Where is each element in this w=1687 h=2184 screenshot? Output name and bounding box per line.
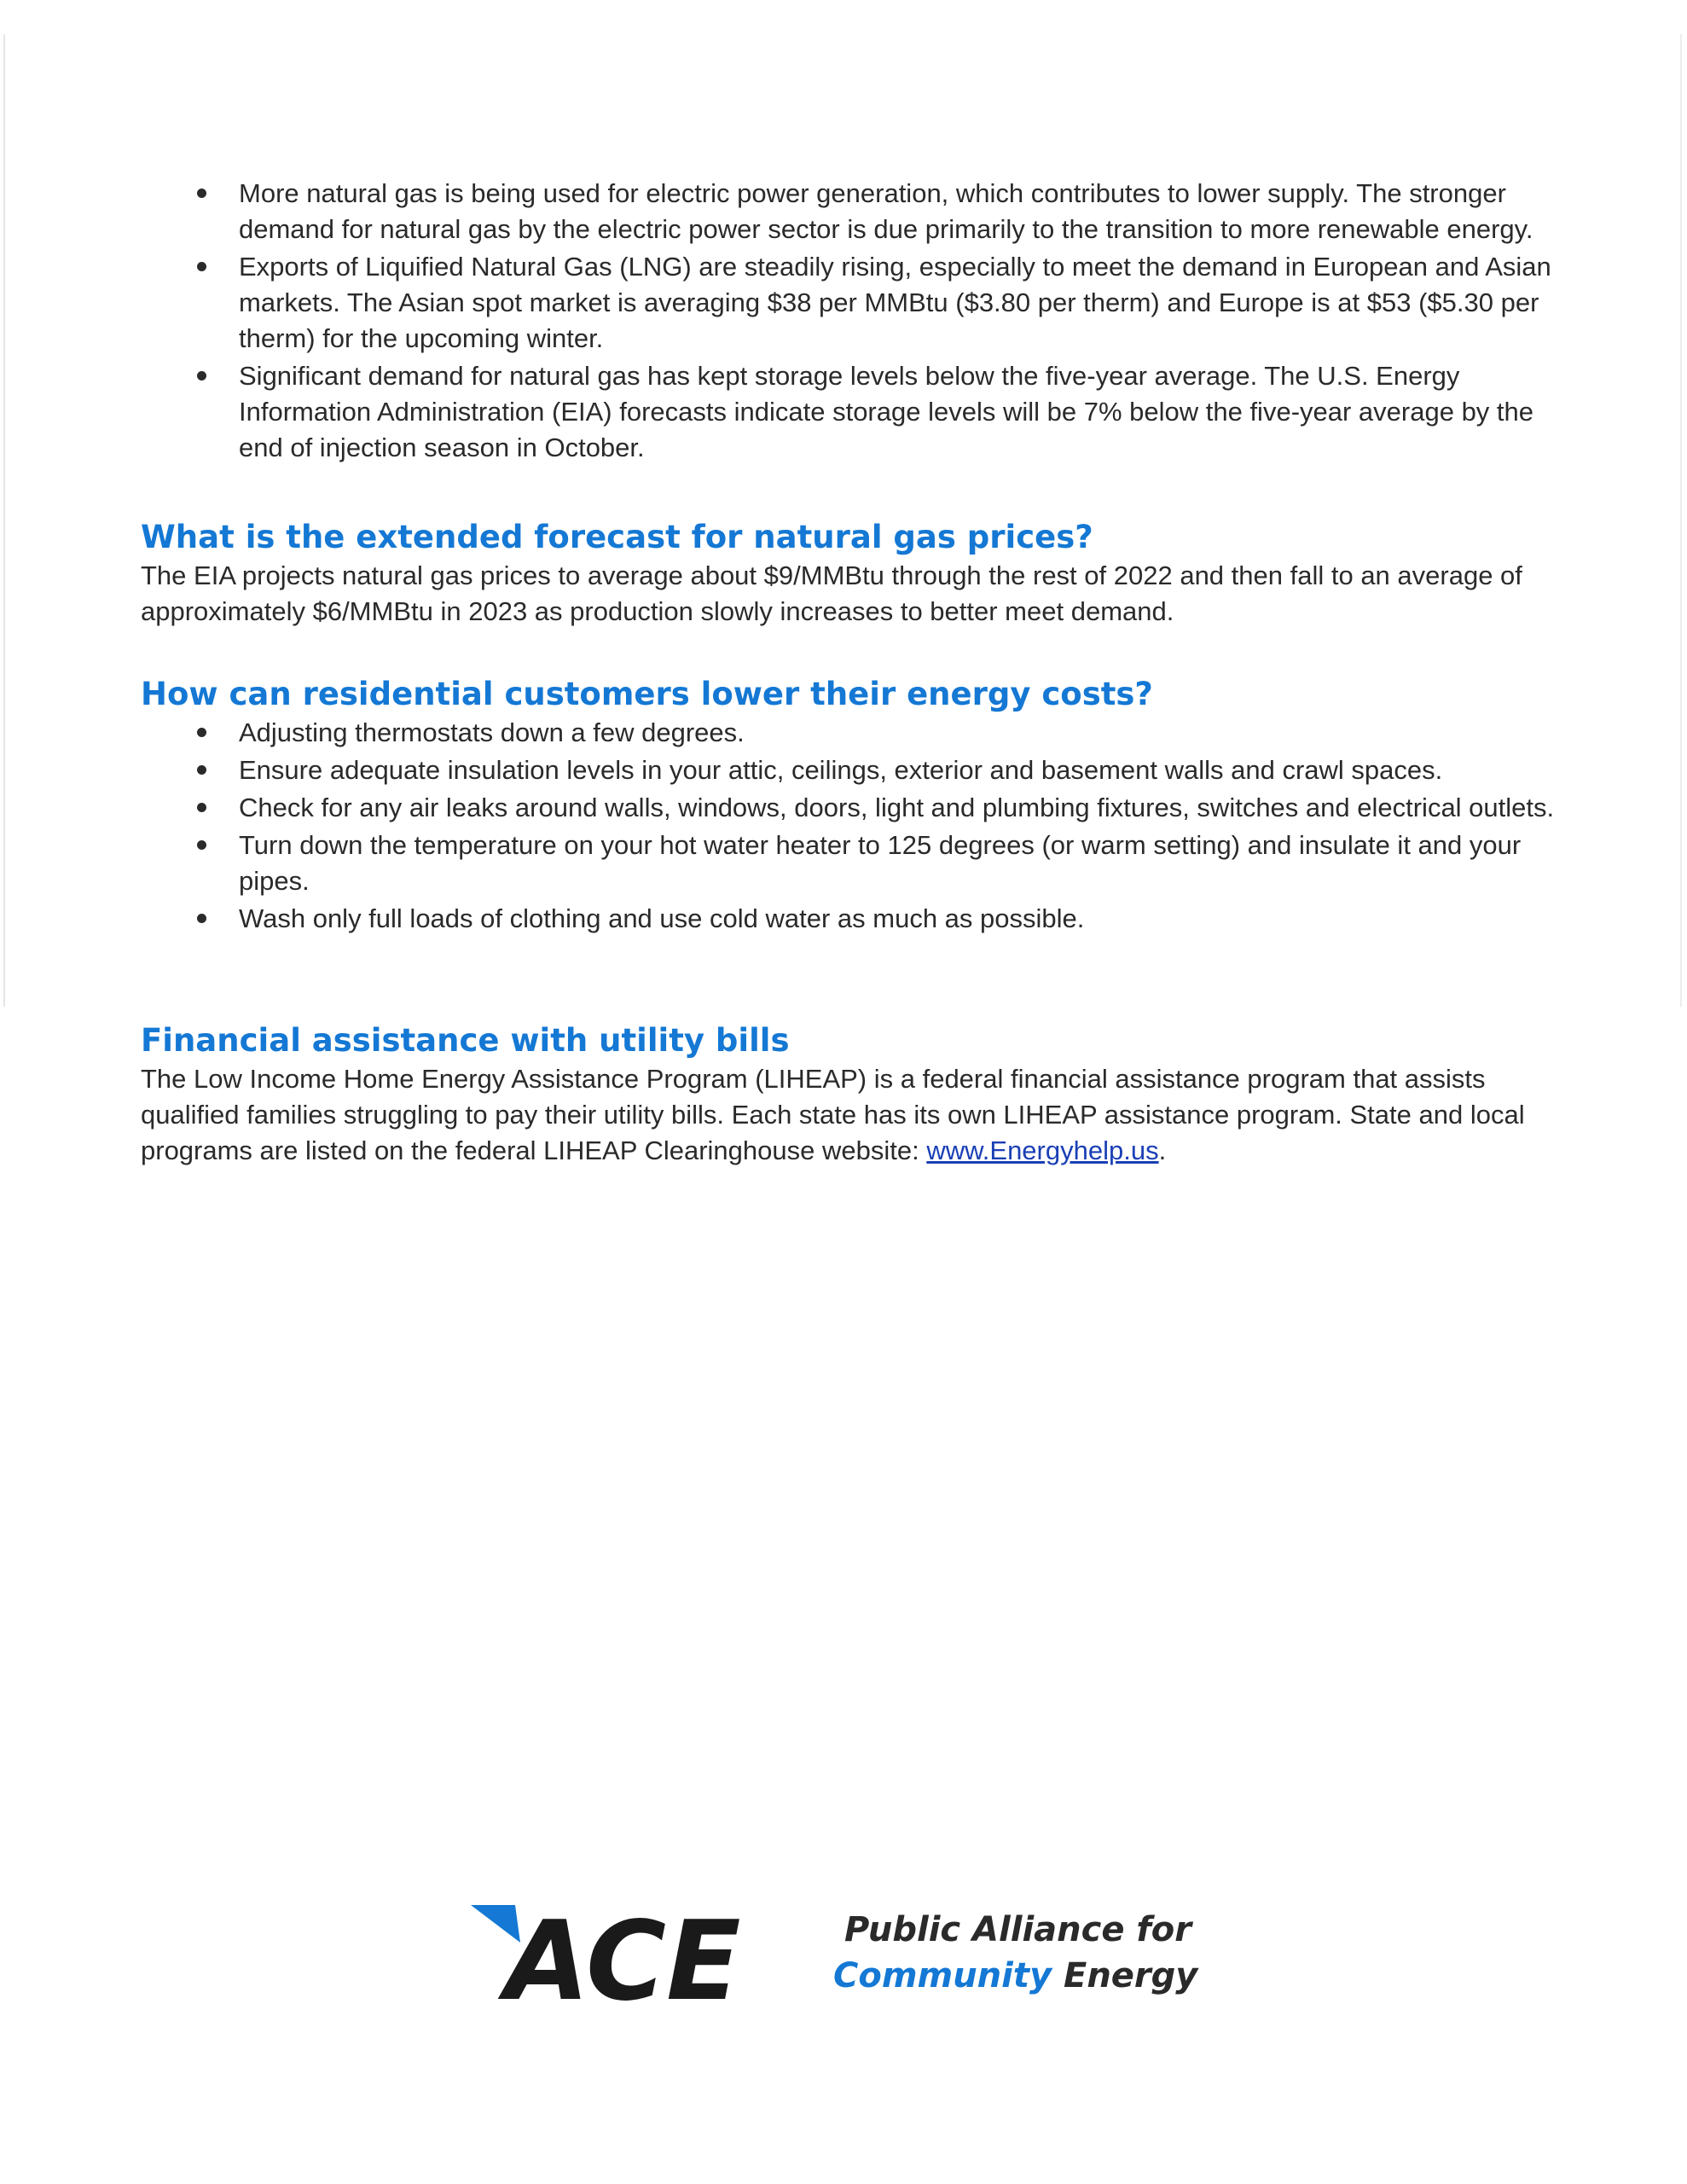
assistance-section	[141, 1020, 1557, 1169]
savings-bullet-list	[141, 715, 1557, 937]
bullet-text: Ensure adequate insulation levels in your attic, ceilings, exterior and basement walls and crawl spaces.	[239, 755, 1443, 785]
forecast-heading: What is the extended forecast for natural gas prices?	[141, 519, 1093, 555]
bullet-text: Significant demand for natural gas has kept storage levels below the five-year average. The U.S. Energy Information Administration (EIA) forecasts indicate storage levels will be 7% below the five-year average by the end of injection season in October.	[239, 361, 1534, 462]
supply-bullet-list	[141, 176, 1557, 466]
ace-logo-text: ACE	[505, 1898, 741, 2009]
scan-edge-left	[3, 34, 5, 1007]
list-item	[141, 790, 1557, 826]
logo-tagline-line2	[833, 1955, 1197, 1997]
bullet-icon	[197, 840, 206, 850]
logo-tagline-highlight: Community	[833, 1956, 1052, 1995]
list-item	[141, 249, 1557, 357]
bullet-icon	[197, 728, 206, 737]
list-item	[141, 358, 1557, 466]
bullet-text: Exports of Liquified Natural Gas (LNG) are steadily rising, especially to meet the demand in European and Asian markets. The Asian spot market is averaging $38 per MMBtu ($3.80 per therm) and Europe is at $53 ($5.30 per therm) for the upcoming winter.	[239, 252, 1551, 353]
bullet-text: Adjusting thermostats down a few degrees.	[239, 717, 745, 747]
assistance-body-text: The Low Income Home Energy Assistance Program (LIHEAP) is a federal financial assistance program that assists qualified families struggling to pay their utility bills. Each state has its own LIHEAP assistance program. State and local programs are listed on the federal LIHEAP Clearinghouse website:	[141, 1064, 1525, 1165]
savings-heading: How can residential customers lower their energy costs?	[141, 676, 1153, 712]
energyhelp-link[interactable]: www.Energyhelp.us	[926, 1136, 1159, 1165]
bullet-text: Wash only full loads of clothing and use cold water as much as possible.	[239, 903, 1085, 933]
forecast-body: The EIA projects natural gas prices to average about $9/MMBtu through the rest of 2022 and then fall to an average of approximately $6/MMBtu in 2023 as production slowly increases to better meet demand.	[141, 561, 1522, 626]
logo-tagline-rest: Energy	[1052, 1956, 1198, 1995]
bullet-text: Check for any air leaks around walls, windows, doors, light and plumbing fixtures, switches and electrical outlets.	[239, 793, 1555, 822]
bullet-icon	[197, 371, 206, 380]
bullet-text: More natural gas is being used for electric power generation, which contributes to lower supply. The stronger demand for natural gas by the electric power sector is due primarily to the transition to more renewable energy.	[239, 178, 1533, 244]
list-item	[141, 176, 1557, 247]
list-item	[141, 828, 1557, 899]
bullet-icon	[197, 765, 206, 775]
bullet-icon	[197, 189, 206, 198]
assistance-body	[141, 1061, 1557, 1169]
bullet-icon	[197, 262, 206, 271]
bullet-text: Turn down the temperature on your hot water heater to 125 degrees (or warm setting) and insulate it and your pipes.	[239, 830, 1522, 896]
logo-tagline-line1: Public Alliance for	[844, 1910, 1191, 1949]
assistance-trailing: .	[1158, 1136, 1167, 1165]
supply-section	[141, 176, 1557, 468]
savings-section	[141, 674, 1557, 938]
list-item	[141, 715, 1557, 751]
bullet-icon	[197, 914, 206, 923]
ace-logo	[471, 1898, 1238, 2009]
list-item	[141, 752, 1557, 788]
bullet-icon	[197, 803, 206, 812]
ace-logo-mark-icon	[471, 1898, 829, 2009]
assistance-heading: Financial assistance with utility bills	[141, 1022, 790, 1059]
list-item	[141, 901, 1557, 937]
forecast-section	[141, 517, 1557, 630]
scan-edge-right	[1680, 34, 1682, 1007]
